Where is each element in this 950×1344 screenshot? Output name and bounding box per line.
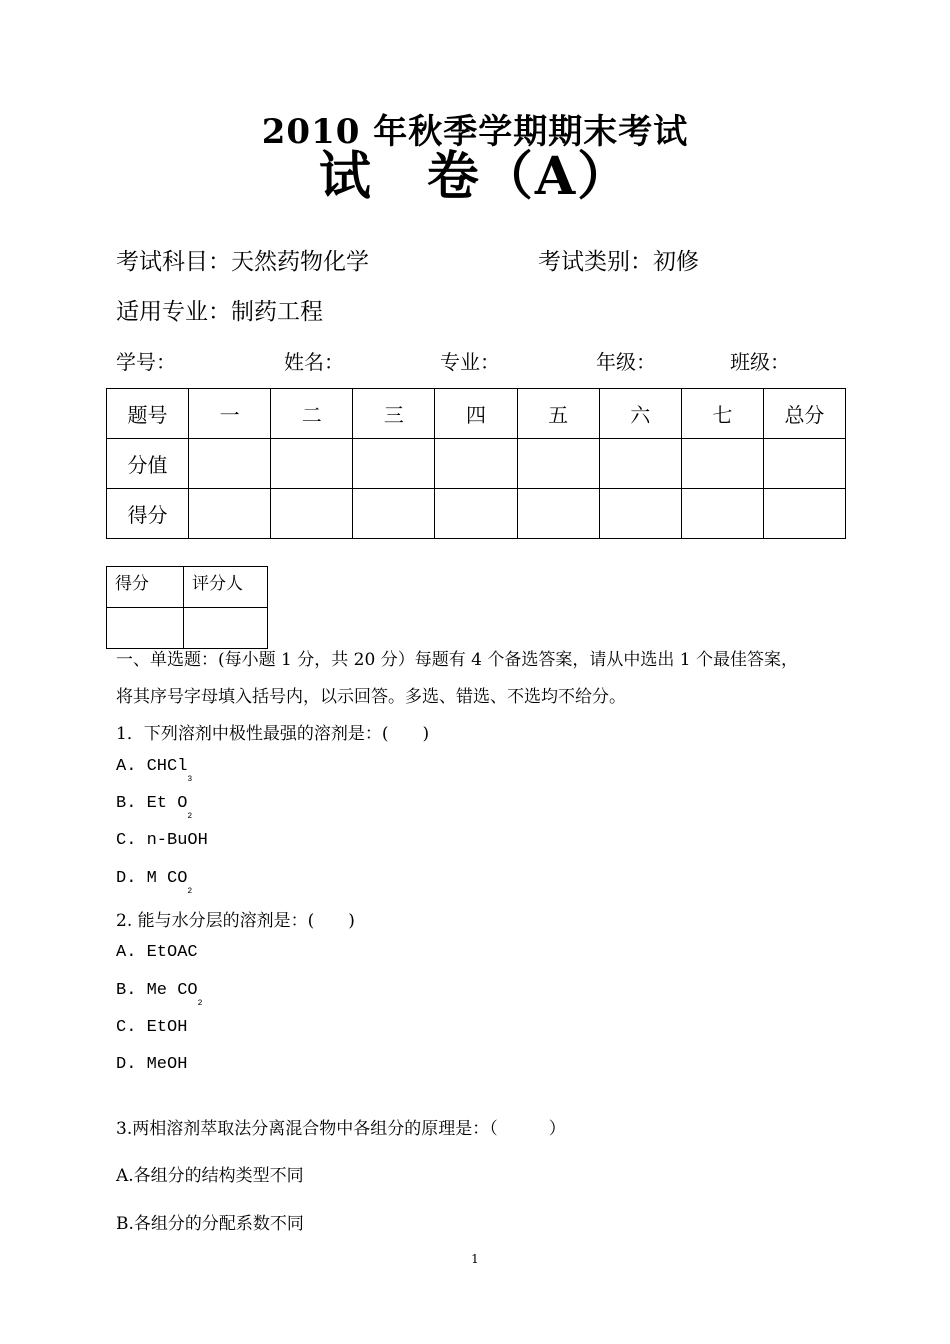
- score-cell: [189, 489, 271, 539]
- score-cell: [353, 489, 435, 539]
- subject-field: 考试科目：天然药物化学: [116, 249, 369, 275]
- score-cell: [763, 439, 845, 489]
- question-2-stem: 2. 能与水分层的溶剂是：( ): [116, 911, 355, 931]
- question-2-option-c: C. EtOH: [116, 1018, 188, 1037]
- question-2-option-a: A. EtOAC: [116, 943, 198, 962]
- option-text: A. CHCl: [116, 757, 188, 776]
- score-table: [106, 388, 846, 539]
- score-header-cell: 五: [517, 389, 599, 439]
- grader-score-label: 得分: [107, 567, 184, 608]
- question-2-option-d: D. MeOH: [116, 1055, 188, 1074]
- question-3-option-b: B.各组分的分配系数不同: [116, 1214, 304, 1234]
- question-1-option-b: [116, 794, 193, 821]
- option-text: B. Me CO: [116, 981, 198, 1000]
- score-cell: [271, 489, 353, 539]
- question-1-stem: 1．下列溶剂中极性最强的溶剂是：( ): [116, 724, 430, 744]
- student-grade-label: 年级：: [596, 350, 656, 374]
- major-field: 适用专业：制药工程: [116, 299, 323, 325]
- score-header-cell: 二: [271, 389, 353, 439]
- score-table-row: [107, 489, 846, 539]
- score-header-cell: 总分: [763, 389, 845, 439]
- score-cell: [763, 489, 845, 539]
- student-id-label: 学号：: [116, 350, 176, 374]
- section-instruction-line1: 一、单选题：(每小题 1 分，共 20 分）每题有 4 个备选答案，请从中选出 1 个最佳答案，: [116, 650, 798, 670]
- question-3-option-a: A.各组分的结构类型不同: [116, 1166, 304, 1186]
- grader-name-cell: [184, 608, 268, 649]
- subscript: 2: [197, 999, 203, 1008]
- score-cell: [435, 489, 517, 539]
- score-cell: [271, 439, 353, 489]
- question-1-option-a: [116, 757, 193, 784]
- student-name-label: 姓名：: [284, 350, 344, 374]
- score-cell: [599, 439, 681, 489]
- subscript: 2: [187, 812, 193, 821]
- score-cell: [189, 439, 271, 489]
- page-number: 1: [471, 1252, 479, 1266]
- grader-table: [106, 566, 268, 649]
- question-1-option-c: C. n-BuOH: [116, 831, 208, 850]
- score-cell: [681, 489, 763, 539]
- question-2-option-b: [116, 981, 203, 1008]
- exam-title: 2010 年秋季学期期末考试: [261, 112, 689, 152]
- student-major-label: 专业：: [440, 350, 500, 374]
- score-header-cell: 一: [189, 389, 271, 439]
- option-text: B. Et O: [116, 794, 188, 813]
- question-3-stem: 3.两相溶剂萃取法分离混合物中各组分的原理是：（ ）: [116, 1119, 566, 1139]
- student-class-label: 班级：: [730, 350, 790, 374]
- option-text: D. M CO: [116, 869, 188, 888]
- grader-score-cell: [107, 608, 184, 649]
- score-cell: [517, 489, 599, 539]
- score-cell: [435, 439, 517, 489]
- score-cell: [353, 439, 435, 489]
- score-table-row: [107, 439, 846, 489]
- score-cell: [681, 439, 763, 489]
- score-row-label: 得分: [107, 489, 189, 539]
- score-header-cell: 六: [599, 389, 681, 439]
- exam-subtitle: 试 卷（A）: [318, 146, 632, 207]
- score-row-label: 分值: [107, 439, 189, 489]
- subscript: 3: [187, 775, 193, 784]
- score-header-cell: 题号: [107, 389, 189, 439]
- subscript: 2: [187, 887, 193, 896]
- score-header-cell: 三: [353, 389, 435, 439]
- score-header-cell: 七: [681, 389, 763, 439]
- category-field: 考试类别：初修: [538, 249, 699, 275]
- score-cell: [599, 489, 681, 539]
- question-1-option-d: [116, 869, 193, 896]
- section-instruction-line2: 将其序号字母填入括号内，以示回答。多选、错选、不选均不给分。: [116, 687, 626, 707]
- score-cell: [517, 439, 599, 489]
- score-table-header-row: [107, 389, 846, 439]
- score-header-cell: 四: [435, 389, 517, 439]
- grader-name-label: 评分人: [184, 567, 268, 608]
